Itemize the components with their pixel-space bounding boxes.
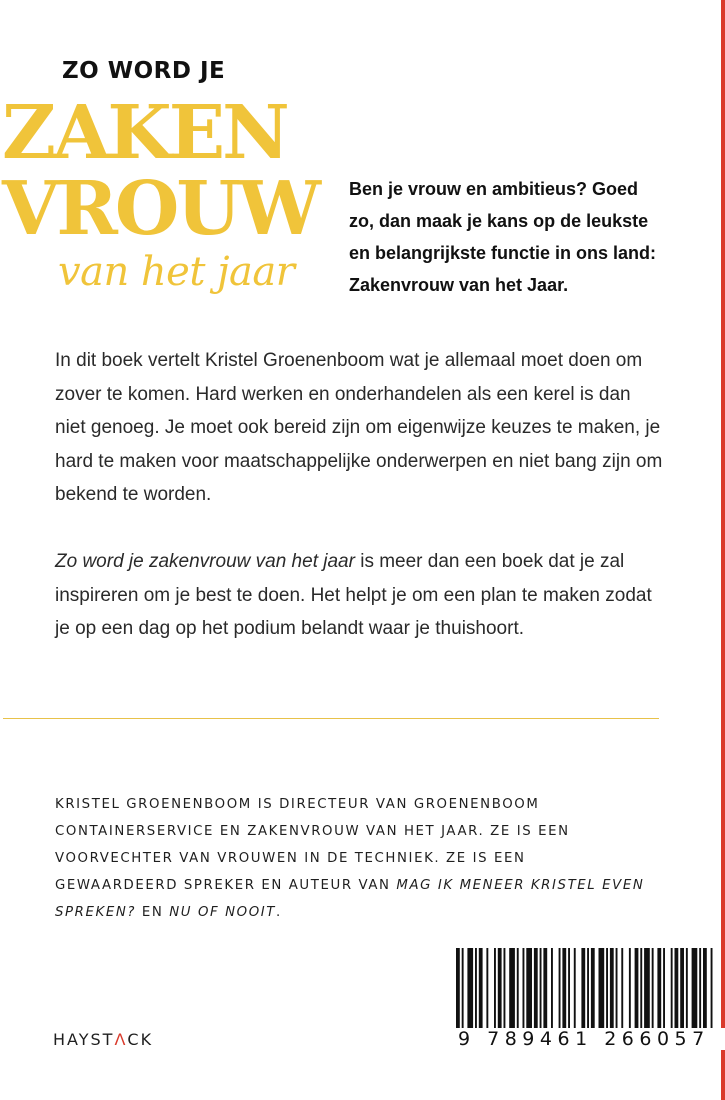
barcode-bar xyxy=(591,948,595,1030)
title-kicker: ZO WORD JE xyxy=(62,58,226,84)
barcode-bar xyxy=(534,948,538,1030)
barcode-bar xyxy=(540,948,542,1030)
barcode-bar xyxy=(509,948,515,1030)
publisher-name-end: CK xyxy=(127,1030,154,1049)
barcode-bar xyxy=(640,948,642,1030)
barcode-bar xyxy=(486,948,488,1030)
bio-joiner: EN xyxy=(136,905,170,920)
isbn-number: 9 789461 266057 xyxy=(456,1028,725,1050)
author-bio-text: KRISTEL GROENENBOOM IS DIRECTEUR VAN GROENENBOOM CONTAINERSERVICE EN ZAKENVROUW VAN HET JAAR. ZE IS EEN VOORVECHTER VAN VROUWEN IN DE TECHNIEK. ZE IS EEN GEWAARDEERD SPREKER EN AUTEUR VAN xyxy=(55,797,570,893)
barcode-bar xyxy=(629,948,631,1030)
book-title-1: MAG IK MENEER KRISTEL EVEN SPREKEN? xyxy=(55,878,645,920)
barcode-bars xyxy=(452,948,720,1030)
barcode-bar xyxy=(568,948,570,1030)
body-paragraph-1: In dit boek vertelt Kristel Groenenboom wat je allemaal moet doen om zover te komen. Hard werken en onderhandelen als een kerel is dan niet genoeg. Je moet ook bereid zijn om eigenwijze keuzes te maken, je hard te maken voor maatschappelijke onderwerpen en niet bang zijn om bekend te worden. xyxy=(55,350,663,505)
barcode-bar xyxy=(517,948,519,1030)
barcode-bar xyxy=(456,948,460,1030)
barcode-bar xyxy=(462,948,464,1030)
title-subline: van het jaar xyxy=(58,249,295,295)
barcode-bar xyxy=(526,948,532,1030)
barcode-bar xyxy=(663,948,665,1030)
author-bio xyxy=(55,791,645,926)
barcode-bar xyxy=(504,948,506,1030)
barcode-bar xyxy=(616,948,618,1030)
title-line-2: VROUW xyxy=(2,166,319,252)
barcode-bar xyxy=(543,948,547,1030)
publisher-logo-mark: Λ xyxy=(114,1030,128,1049)
red-edge-stripe xyxy=(721,0,725,1100)
barcode-bar xyxy=(635,948,639,1030)
barcode-bar xyxy=(703,948,707,1030)
barcode-bar xyxy=(574,948,576,1030)
barcode-bar xyxy=(479,948,483,1030)
barcode-bar xyxy=(599,948,605,1030)
barcode-bar xyxy=(606,948,608,1030)
barcode-bar xyxy=(562,948,566,1030)
barcode-bar xyxy=(523,948,525,1030)
publisher-logo xyxy=(53,1030,153,1049)
barcode-bar xyxy=(675,948,679,1030)
body-paragraph-2 xyxy=(55,545,665,646)
barcode-bar xyxy=(621,948,623,1030)
section-divider xyxy=(3,718,659,719)
body-paragraph-2-text: is meer dan een boek dat je zal inspireren om je best te doen. Het helpt je om een plan te maken zodat je op een dag op het podium belandt waar je thuishoort. xyxy=(55,551,652,639)
barcode-bar xyxy=(711,948,713,1030)
barcode-bar xyxy=(644,948,650,1030)
barcode-bar xyxy=(551,948,553,1030)
barcode-bar xyxy=(494,948,496,1030)
barcode-bar xyxy=(475,948,477,1030)
barcode-bar xyxy=(699,948,701,1030)
barcode-bar xyxy=(692,948,698,1030)
book-title-2: NU OF NOOIT xyxy=(169,905,277,920)
intro-text: Ben je vrouw en ambitieus? Goed zo, dan maak je kans op de leukste en belangrijkste functie in ons land: Zakenvrouw van het Jaar. xyxy=(349,179,657,295)
barcode-bar xyxy=(657,948,661,1030)
book-title-italic: Zo word je zakenvrouw van het jaar xyxy=(55,551,355,572)
barcode-bar xyxy=(671,948,673,1030)
barcode-bar xyxy=(498,948,502,1030)
title-line-1: ZAKEN xyxy=(2,90,287,176)
barcode-bar xyxy=(652,948,654,1030)
barcode-bar xyxy=(467,948,473,1030)
barcode-bar xyxy=(559,948,561,1030)
barcode-bar xyxy=(587,948,589,1030)
bio-end: . xyxy=(276,905,282,920)
barcode-bar xyxy=(686,948,688,1030)
publisher-name-start: HAYST xyxy=(53,1030,115,1049)
barcode-bar xyxy=(610,948,614,1030)
barcode-bar xyxy=(581,948,585,1030)
barcode-bar xyxy=(680,948,684,1030)
